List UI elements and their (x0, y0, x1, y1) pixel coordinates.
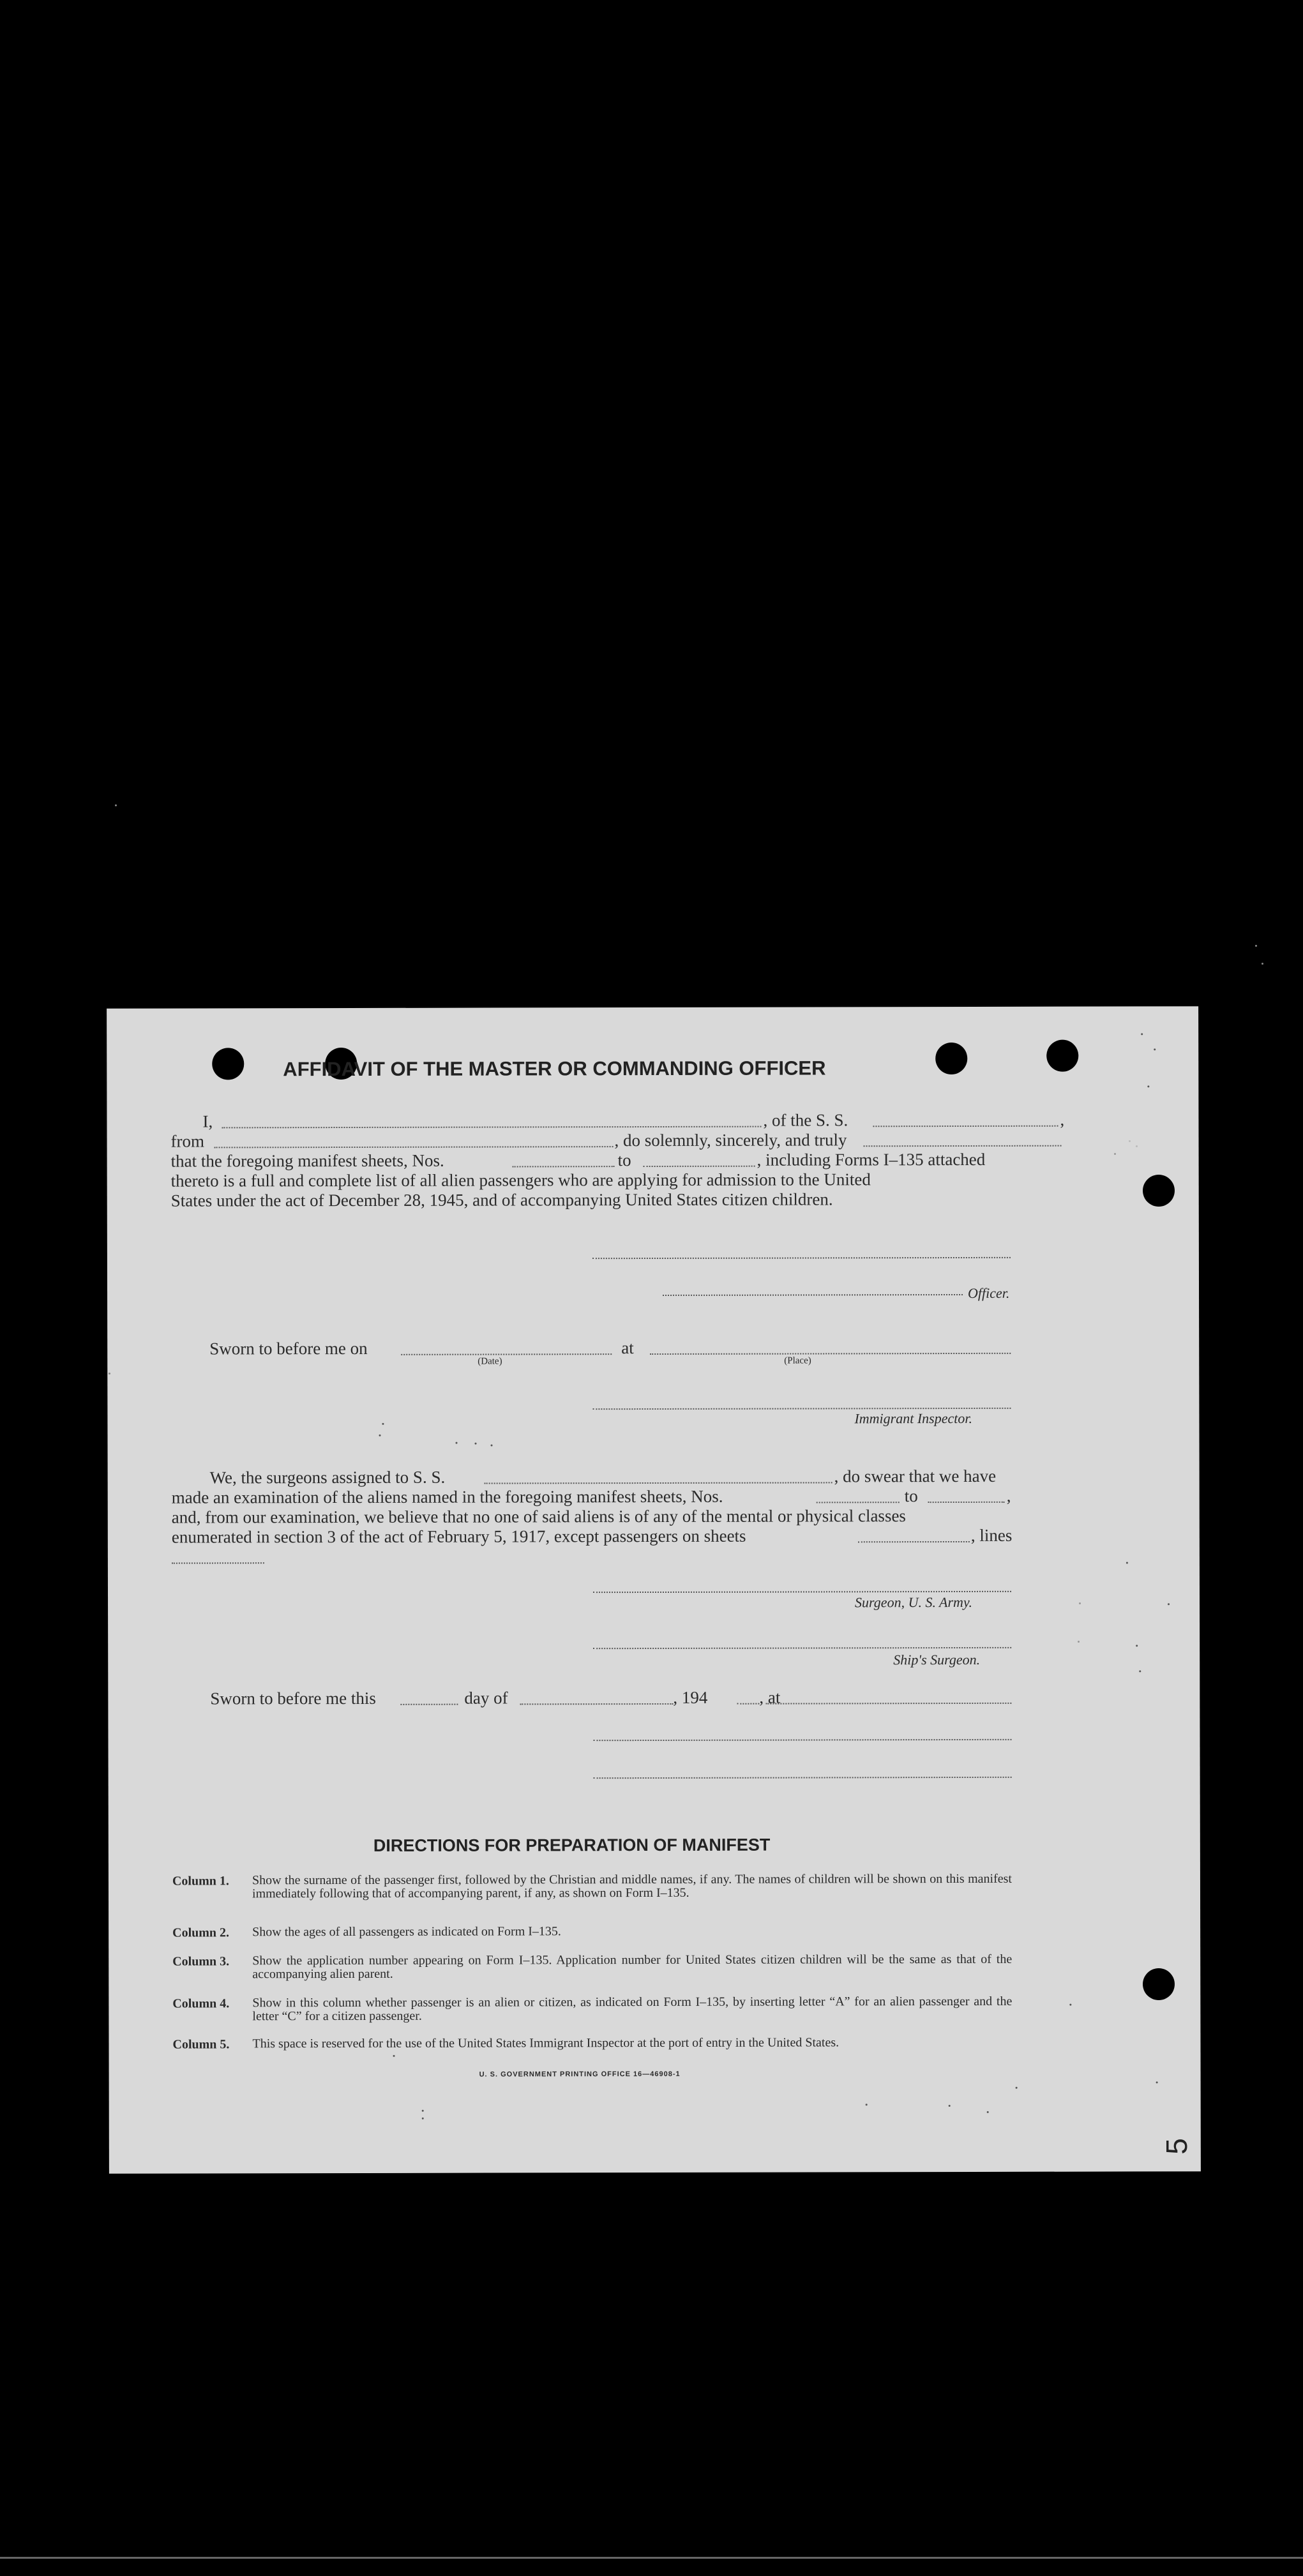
sworn2-year-field[interactable] (737, 1703, 759, 1705)
army-surgeon-label: Surgeon, U. S. Army. (855, 1593, 973, 1611)
dust-speck (1079, 1602, 1081, 1604)
sworn-at: at (621, 1338, 634, 1358)
column-3-text: Show the application number appearing on Form I–135. Application number for United States citizen children will be the same as that of the accompanying alien parent. (252, 1952, 1013, 1982)
dust-speck (1168, 1603, 1170, 1605)
sworn-place-field[interactable] (650, 1353, 1011, 1355)
dust-speck (1139, 1670, 1141, 1672)
dust-speck (1069, 2004, 1071, 2006)
sworn2-day-field[interactable] (400, 1704, 458, 1705)
dust-speck (422, 2110, 424, 2112)
sworn2-signature-line[interactable] (594, 1777, 1012, 1779)
printer-imprint: U. S. GOVERNMENT PRINTING OFFICE 16—46908-1 (479, 2070, 681, 2079)
inspector-signature-line[interactable] (592, 1408, 1011, 1410)
affidavit-including: , including Forms I–135 attached (757, 1149, 986, 1170)
sheets-to-field[interactable] (644, 1166, 755, 1167)
frame-number: 5 (1159, 2138, 1193, 2155)
punch-hole (935, 1043, 967, 1074)
dust-speck (1016, 2087, 1018, 2089)
column-3-label: Column 3. (172, 1954, 230, 1969)
affidavit-extra-field[interactable] (864, 1145, 1062, 1147)
punch-hole (1143, 1968, 1175, 2000)
sheets-from-field[interactable] (513, 1166, 615, 1167)
sworn2-place-field[interactable] (765, 1703, 1011, 1705)
affidavit-from: from (170, 1131, 205, 1151)
affidavit-line5: States under the act of December 28, 1945, and of accompanying United States citizen children. (170, 1189, 833, 1210)
sworn-before-on: Sworn to before me on (209, 1338, 368, 1359)
surgeons-swear: , do swear that we have (834, 1466, 997, 1486)
port-from-field[interactable] (215, 1146, 614, 1148)
sworn2-year: , 194 (673, 1687, 708, 1707)
affidavit-ss: , of the S. S. (763, 1110, 848, 1130)
affidavit-line4: thereto is a full and complete list of all alien passengers who are applying for admission to the United (170, 1170, 871, 1191)
affidavit-comma: , (1060, 1110, 1065, 1129)
affidavit-i: I, (202, 1111, 213, 1131)
sworn-date-field[interactable] (401, 1353, 612, 1355)
dust-speck (1154, 1048, 1156, 1050)
dust-speck (491, 1445, 493, 1447)
dust-speck (1255, 945, 1257, 947)
officer-signature-line[interactable] (592, 1257, 1011, 1259)
surgeons-ship-field[interactable] (485, 1482, 832, 1484)
column-2-text: Show the ages of all passengers as indicated on Form I–135. (252, 1924, 561, 1940)
manifest-page (107, 1006, 1201, 2174)
column-4-text: Show in this column whether passenger is an alien or citizen, as indicated on Form I–135, by inserting letter “A” for an alien passenger and the letter “C” for a citizen passenger. (252, 1994, 1013, 2024)
sworn2-day-of: day of (464, 1688, 508, 1708)
affidavit-title: AFFIDAVIT OF THE MASTER OR COMMANDING OFFICER (283, 1057, 826, 1081)
officer-signature-line[interactable] (663, 1294, 963, 1296)
column-1-label: Column 1. (172, 1874, 229, 1888)
officer-label: Officer. (968, 1284, 1010, 1301)
dust-speck (1136, 1145, 1138, 1147)
dust-speck (1129, 1140, 1131, 1142)
column-1-text: Show the surname of the passenger first, followed by the Christian and middle names, if any. The names of children will be shown on this manifest immediately following that of accompanying parent, if any, as shown on Form I–135. (252, 1871, 1012, 1901)
surgeons-lines-field[interactable] (172, 1562, 264, 1563)
dust-speck (987, 2111, 989, 2113)
dust-speck (866, 2104, 868, 2105)
dust-speck (109, 1373, 110, 1375)
punch-hole (212, 1048, 244, 1080)
dust-speck (475, 1443, 477, 1445)
surgeons-line4: enumerated in section 3 of the act of February 5, 1917, except passengers on sheets (171, 1526, 746, 1547)
dust-speck (1147, 1085, 1149, 1087)
column-2-label: Column 2. (172, 1925, 230, 1940)
sworn2-signature-line[interactable] (593, 1739, 1011, 1741)
dust-speck (1078, 1641, 1080, 1643)
surgeons-line1: We, the surgeons assigned to S. S. (209, 1467, 446, 1488)
sworn2-at: , at (759, 1687, 781, 1707)
sworn2-this: Sworn to before me this (210, 1688, 376, 1708)
dust-speck (1262, 963, 1263, 965)
ship-surgeon-signature-line[interactable] (593, 1647, 1011, 1649)
ship-surgeon-label: Ship's Surgeon. (893, 1651, 981, 1668)
army-surgeon-signature-line[interactable] (593, 1591, 1011, 1593)
dust-speck (1114, 1153, 1116, 1155)
surgeons-sheets-to-field[interactable] (928, 1502, 1005, 1503)
dust-speck (949, 2105, 951, 2107)
film-edge-rule (0, 2557, 1303, 2559)
surgeons-comma: , (1006, 1486, 1011, 1505)
punch-hole (1046, 1040, 1078, 1072)
dust-speck (1136, 1645, 1138, 1646)
surgeons-line3: and, from our examination, we believe that no one of said aliens is of any of the mental or physical classes (171, 1506, 906, 1527)
directions-title: DIRECTIONS FOR PREPARATION OF MANIFEST (373, 1835, 771, 1855)
dust-speck (422, 2118, 424, 2120)
dust-speck (382, 1423, 384, 1425)
dust-speck (1141, 1033, 1143, 1035)
dust-speck (393, 2055, 395, 2057)
master-name-field[interactable] (222, 1126, 761, 1129)
affidavit-solemnly: , do solemnly, sincerely, and truly (614, 1130, 847, 1150)
column-5-text: This space is reserved for the use of the United States Immigrant Inspector at the port of entry in the United States. (252, 2035, 840, 2051)
sworn2-month-field[interactable] (520, 1703, 673, 1705)
date-caption: (Date) (478, 1356, 502, 1367)
affidavit-to: to (617, 1150, 631, 1170)
dust-speck (115, 804, 117, 806)
dust-speck (1126, 1562, 1128, 1563)
surgeons-to: to (904, 1486, 918, 1506)
surgeons-sheets-from-field[interactable] (817, 1502, 900, 1503)
surgeons-lines: , lines (970, 1525, 1013, 1545)
column-5-label: Column 5. (172, 2037, 230, 2052)
surgeons-sheets-field[interactable] (858, 1541, 970, 1542)
place-caption: (Place) (784, 1355, 811, 1366)
dust-speck (1156, 2081, 1158, 2083)
affidavit-sheets: that the foregoing manifest sheets, Nos. (170, 1150, 444, 1171)
column-4-label: Column 4. (172, 1996, 230, 2011)
inspector-label: Immigrant Inspector. (854, 1410, 973, 1427)
dust-speck (379, 1435, 380, 1436)
dust-speck (456, 1442, 458, 1444)
ship-name-field[interactable] (873, 1126, 1058, 1127)
punch-hole (1143, 1175, 1175, 1207)
surgeons-line2: made an examination of the aliens named in the foregoing manifest sheets, Nos. (171, 1486, 723, 1507)
